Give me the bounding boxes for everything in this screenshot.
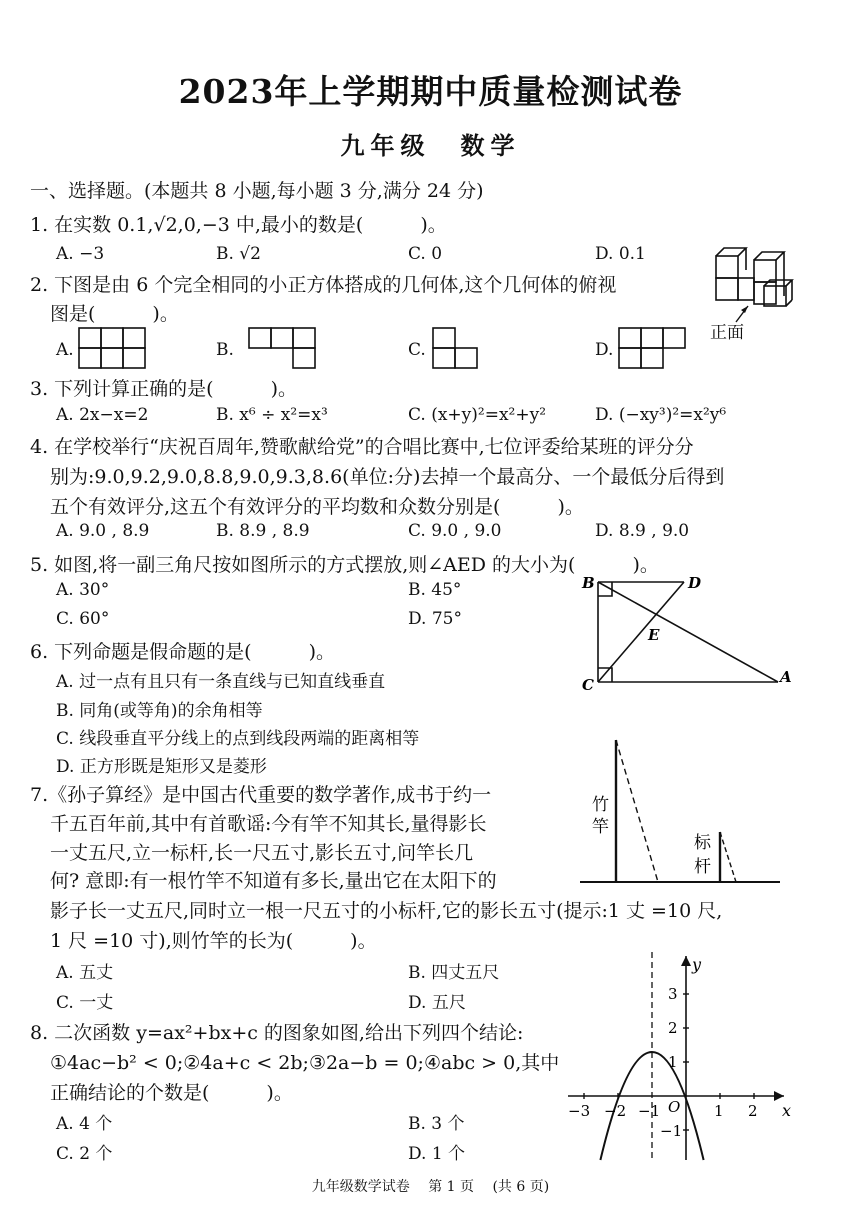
q8-ytick-1: 1 bbox=[668, 1053, 678, 1071]
page-footer: 九年级数学试卷 第 1 页 (共 6 页) bbox=[311, 1179, 550, 1195]
q7-option-c: C. 一丈 bbox=[56, 993, 114, 1013]
q8-ytick-3: 3 bbox=[668, 985, 678, 1003]
q5-option-b: B. 45° bbox=[408, 580, 462, 600]
q2-option-b-letter: B. bbox=[216, 340, 234, 360]
q1-option-a: A. −3 bbox=[56, 244, 105, 264]
q5-label-d: D bbox=[688, 574, 702, 592]
exam-title: 2023年上学期期中质量检测试卷 bbox=[178, 72, 683, 111]
q2-option-d-grid bbox=[618, 327, 690, 371]
q2-option-c-grid bbox=[432, 327, 482, 371]
q8-xtick-neg3: −3 bbox=[568, 1102, 591, 1120]
q7-option-d: D. 五尺 bbox=[408, 993, 466, 1013]
q5-label-e: E bbox=[648, 626, 660, 644]
q7-line1: 7.《孙子算经》是中国古代重要的数学著作,成书于约一 bbox=[30, 784, 492, 806]
q7-line6: 1 尺 =10 寸),则竹竿的长为( )。 bbox=[50, 930, 377, 952]
q7-line2: 千五百年前,其中有首歌谣:今有竿不知其长,量得影长 bbox=[50, 813, 487, 835]
q8-x-label: x bbox=[782, 1101, 792, 1120]
q7-option-a: A. 五丈 bbox=[56, 963, 114, 983]
q7-line5: 影子长一丈五尺,同时立一根一尺五寸的小标杆,它的影长五寸(提示:1 丈 =10 尺, bbox=[50, 900, 723, 922]
q5-label-c: C bbox=[582, 676, 594, 694]
q6-option-a: A. 过一点有且只有一条直线与已知直线垂直 bbox=[56, 672, 386, 692]
q4-option-a: A. 9.0 , 8.9 bbox=[56, 521, 150, 541]
q1-option-d: D. 0.1 bbox=[595, 244, 646, 264]
q2-figure-label: 正面 bbox=[710, 323, 744, 343]
q5-label-b: B bbox=[582, 574, 595, 592]
q7-pole-label-2: 竿 bbox=[592, 817, 609, 837]
q2-stem-line1: 2. 下图是由 6 个完全相同的小正方体搭成的几何体,这个几何体的俯视 bbox=[30, 274, 617, 296]
q4-line3: 五个有效评分,这五个有效评分的平均数和众数分别是( )。 bbox=[50, 496, 584, 518]
q4-line2: 别为:9.0,9.2,9.0,8.8,9.0,9.3,8.6(单位:分)去掉一个最高分、一个最低分后得到 bbox=[50, 466, 725, 488]
section-heading: 一、选择题。(本题共 8 小题,每小题 3 分,满分 24 分) bbox=[30, 180, 484, 202]
q7-marker-label-2: 杆 bbox=[694, 857, 711, 877]
q8-ytick-2: 2 bbox=[668, 1019, 678, 1037]
q5-stem: 5. 如图,将一副三角尺按如图所示的方式摆放,则∠AED 的大小为( )。 bbox=[30, 554, 659, 576]
q8-origin-label: O bbox=[668, 1098, 681, 1116]
q8-line2: ①4ac−b² < 0;②4a+c < 2b;③2a−b = 0;④abc > 0,其中 bbox=[50, 1052, 560, 1074]
q8-xtick-neg1: −1 bbox=[638, 1102, 661, 1120]
q2-option-d-letter: D. bbox=[595, 340, 614, 360]
q6-option-b: B. 同角(或等角)的余角相等 bbox=[56, 701, 263, 721]
q1-option-c: C. 0 bbox=[408, 244, 443, 264]
q3-option-a: A. 2x−x=2 bbox=[56, 405, 149, 425]
q2-option-a-letter: A. bbox=[56, 340, 74, 360]
q2-stem-line2: 图是( )。 bbox=[50, 303, 179, 325]
q7-marker-label-1: 标 bbox=[694, 833, 711, 853]
q2-option-a-grid bbox=[78, 327, 150, 371]
q7-shadow-figure bbox=[576, 732, 786, 888]
q8-option-a: A. 4 个 bbox=[56, 1114, 113, 1134]
q8-line1: 8. 二次函数 y=ax²+bx+c 的图象如图,给出下列四个结论: bbox=[30, 1022, 524, 1044]
q8-option-b: B. 3 个 bbox=[408, 1114, 465, 1134]
q2-option-b-grid bbox=[248, 327, 320, 371]
q7-line4: 何? 意即:有一根竹竿不知道有多长,量出它在太阳下的 bbox=[50, 870, 497, 892]
q3-option-b: B. x⁶ ÷ x²=x³ bbox=[216, 405, 328, 425]
q1-stem: 1. 在实数 0.1,√2,0,−3 中,最小的数是( )。 bbox=[30, 214, 447, 236]
q5-label-a: A bbox=[780, 668, 792, 686]
q7-line3: 一丈五尺,立一标杆,长一尺五寸,影长五寸,问竿长几 bbox=[50, 842, 474, 864]
q8-option-d: D. 1 个 bbox=[408, 1144, 466, 1164]
q4-option-d: D. 8.9 , 9.0 bbox=[595, 521, 690, 541]
q3-option-c: C. (x+y)²=x²+y² bbox=[408, 405, 547, 425]
q5-triangle-figure bbox=[578, 570, 798, 698]
q8-option-c: C. 2 个 bbox=[56, 1144, 113, 1164]
q7-pole-label-1: 竹 bbox=[592, 795, 609, 815]
q8-xtick-2: 2 bbox=[748, 1102, 758, 1120]
q4-option-c: C. 9.0 , 9.0 bbox=[408, 521, 502, 541]
q3-option-d: D. (−xy³)²=x²y⁶ bbox=[595, 405, 727, 425]
q8-ytick-neg1: −1 bbox=[660, 1122, 683, 1140]
q8-y-label: y bbox=[692, 955, 702, 974]
q8-parabola-graph bbox=[562, 950, 802, 1164]
exam-subtitle: 九年级 数学 bbox=[340, 131, 521, 160]
q4-line1: 4. 在学校举行“庆祝百周年,赞歌献给党”的合唱比赛中,七位评委给某班的评分分 bbox=[30, 436, 694, 458]
q4-option-b: B. 8.9 , 8.9 bbox=[216, 521, 310, 541]
q5-option-c: C. 60° bbox=[56, 609, 110, 629]
q6-option-c: C. 线段垂直平分线上的点到线段两端的距离相等 bbox=[56, 729, 420, 749]
q8-xtick-neg2: −2 bbox=[604, 1102, 627, 1120]
q6-stem: 6. 下列命题是假命题的是( )。 bbox=[30, 641, 335, 663]
q5-option-a: A. 30° bbox=[56, 580, 110, 600]
q5-option-d: D. 75° bbox=[408, 609, 462, 629]
q7-option-b: B. 四丈五尺 bbox=[408, 963, 500, 983]
q6-option-d: D. 正方形既是矩形又是菱形 bbox=[56, 757, 267, 777]
q8-xtick-1: 1 bbox=[714, 1102, 724, 1120]
q8-line3: 正确结论的个数是( )。 bbox=[50, 1082, 293, 1104]
q2-option-c-letter: C. bbox=[408, 340, 426, 360]
q1-option-b: B. √2 bbox=[216, 244, 261, 264]
q3-stem: 3. 下列计算正确的是( )。 bbox=[30, 378, 297, 400]
